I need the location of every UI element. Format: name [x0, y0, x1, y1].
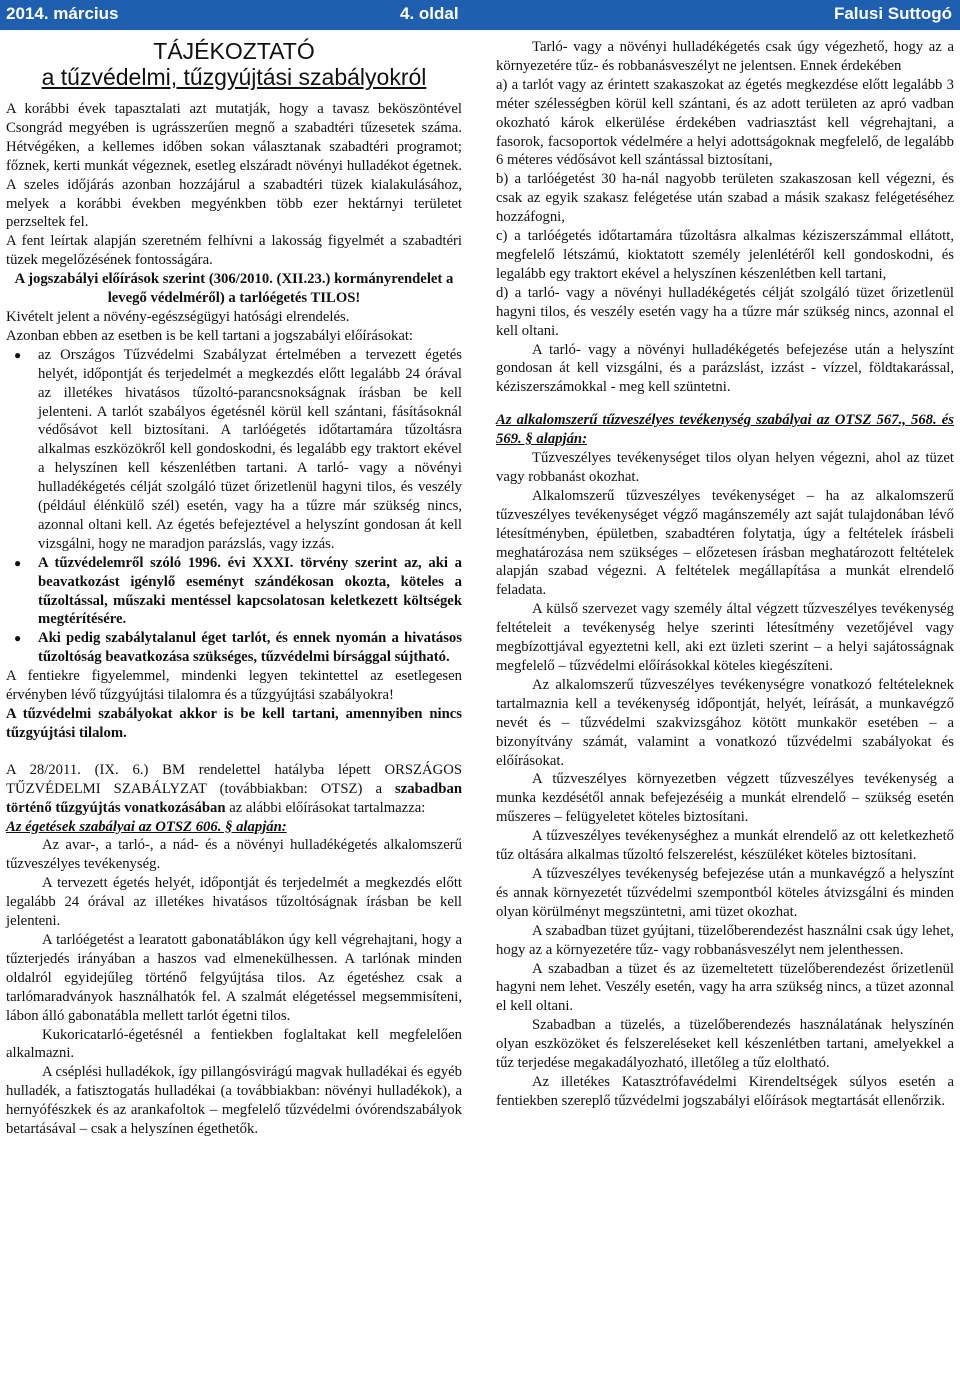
paragraph: Kukoricatarló-égetésnél a fentiekben foglaltakat kell megfelelően alkalmazni.	[6, 1026, 462, 1062]
article-body	[0, 38, 960, 1388]
list-item: ● Aki pedig szabálytalanul éget tarlót, és ennek nyomán a hivatásos tűzoltóság beavatkozása szükséges, tűzvédelmi bírsággal sújtható.	[38, 629, 462, 667]
paragraph: A külső szervezet vagy személy által végzett tűzveszélyes tevékenység feltételeit a tevékenység helye szerinti létesítmény vezetőjével vagy megbízottjával egyeztetni kell, aki ezt üzleti szerint – a helyi sajátosságnak megfelelő – tűzvédelmi előírásokkal köteles kiegészíteni.	[496, 601, 954, 674]
paragraph: Az avar-, a tarló-, a nád- és a növényi hulladékégetés alkalomszerű tűzveszélyes tevékenység.	[6, 837, 462, 873]
list-item: ● az Országos Tűzvédelmi Szabályzat értelmében a tervezett égetés helyét, időpontját és terjedelmét a megkezdés előtt legalább 24 órával az illetékes hivatásos tűzoltó-parancsnokságnak írásban be kell jelenteni. A tarlót szabályos égetésnél körül kell szántani, fásításoknál védősávot kell biztosítani. A tarlóégetés időtartamára tűzoltásra alkalmas eszközökről kell gondoskodni, és legalább egy traktort ekével a helyszínen kell készenlétben tartani. A tarló- vagy a növényi hulladékégetés célját szolgáló tüzet őrizetlenül hagyni tilos, és veszély (például élénkülő szél) esetén, vagy ha a tűzre már szükség nincs, azonnal oltani kell. Az égetés befejeztével a helyszínt gondosan át kell vizsgálni, hogy ne maradjon parázslás, vagy izzás.	[38, 346, 462, 554]
spacer	[6, 743, 462, 761]
paragraph: A szabadban tüzet gyújtani, tüzelőberendezést használni csak úgy lehet, hogy az a környezetére tűz- vagy robbanásveszélyt nem jelenthessen.	[496, 922, 954, 958]
section-heading: Az alkalomszerű tűzveszélyes tevékenység szabályai az OTSZ 567., 568. és 569. § alapján:	[496, 412, 954, 448]
newspaper-title: Falusi Suttogó	[833, 4, 952, 23]
paragraph: A tarlóégetést a learatott gabonatáblákon úgy kell végrehajtani, hogy a tűzterjedés irányában a haszos vad elmenekülhessen. A tarlónak minden oldalról egyidejűleg történő felgyújtása tilos. Az égetéshez csak a tarlómaradványok használhatók fel. A szalmát elégetéssel megsemmisíteni, lábon álló gabonatábla mellett tarlót égetni tilos.	[6, 931, 462, 1024]
rules-list	[6, 346, 462, 667]
section-heading: Az égetések szabályai az OTSZ 606. § alapján:	[6, 818, 287, 835]
spacer	[496, 397, 954, 411]
paragraph: A szabadban a tüzet és az üzemeltetett tüzelőberendezést őrizetlenül hagyni nem lehet. Veszély esetén, vagy ha arra szükség nincs, a tüzet azonnal el kell oltani.	[496, 960, 954, 1015]
law-heading: A jogszabályi előírások szerint (306/2010. (XII.23.) kormányrendelet a levegő védelméről) a tarlóégetés TILOS!	[14, 271, 454, 307]
paragraph: A tűzveszélyes tevékenység befejezése után a munkavégző a helyszínt és annak környezetét tűzvédelmi szempontból köteles átvizsgálni és minden olyan körülményt megszüntetni, ami tüzet okozhat.	[496, 865, 954, 920]
appeal-paragraph: A fent leírtak alapján szeretném felhívni a lakosság figyelmét a szabadtéri tüzek megelőzésének fontosságára.	[6, 233, 462, 269]
paragraph: Alkalomszerű tűzveszélyes tevékenységet – ha az alkalomszerű tűzveszélyes tevékenységet végző magánszemély azt saját tulajdonában lévő létesítményben, épületben, szabadtéren folytatja, úgy a feltételek írásbeli meghatározása nem szükséges – előzetesen írásban meghatározott feltételek alapján szabad végezni. A feltételek megállapítása a munkát elrendelő feladata.	[496, 487, 954, 599]
paragraph: Az alkalomszerű tűzveszélyes tevékenységre vonatkozó feltételeknek tartalmaznia kell a tevékenység időpontját, helyét, leírását, a munkavégző nevét és – tűzvédelmi szakvizsgához kötött munkakör esetében – a bizonyítvány számát, valamint a vonatkozó tűzvédelmi szabályokat és előírásokat.	[496, 676, 954, 769]
bold-rule: A tűzvédelmi szabályokat akkor is be kell tartani, amennyiben nincs tűzgyújtási tilalom.	[6, 706, 462, 741]
otsz-intro: A 28/2011. (IX. 6.) BM rendelettel hatályba lépett ORSZÁGOS TŰZVÉDELMI SZABÁLYZAT (továbbiakban: OTSZ) a szabadban történő tűzgyújtás vonatkozásában az alábbi előírásokat tartalmazza:	[6, 761, 462, 816]
rule-d: d) a tarló- vagy a növényi hulladékégetés célját szolgáló tüzet őrizetlenül hagyni tilos, és veszély esetén vagy ha a tűzre már szükség nincs, azonnal el kell oltani.	[496, 284, 954, 339]
paragraph: Szabadban a tüzelés, a tüzelőberendezés használatának helyszínén olyan eszközöket és felszereléseket kell készenlétben tartani, amelyekkel a tűz terjedése megakadályozható, illetőleg a tűz eloltható.	[496, 1017, 954, 1072]
rule-b: b) a tarlóégetést 30 ha-nál nagyobb területen szakaszosan kell végezni, és csak az egyik szakasz felégetése után szabad a másik szakasz felégetéséhez hozzáfogni,	[496, 171, 954, 226]
paragraph: Tűzveszélyes tevékenységet tilos olyan helyen végezni, ahol az tüzet vagy robbanást okozhat.	[496, 450, 954, 485]
page-number: 4. oldal	[400, 4, 459, 23]
intro-paragraph: A korábbi évek tapasztalati azt mutatják, hogy a tavasz beköszöntével Csongrád megyében is ugrásszerűen megnő a szabadtéri tűzesetek száma. Hétvégéken, a kellemes időben sokan választanak szabadtéri programot; főznek, kerti munkát végeznek, esetleg elszáradt növényi hulladékot égetnek. A szeles időjárás azonban hozzájárul a szabadtéri tüzek kialakulásához, melyek a korábbi években megyénkben több ezer hektárnyi területet perzseltek fel.	[6, 101, 462, 231]
paragraph: A tervezett égetés helyét, időpontját és terjedelmét a megkezdés előtt legalább 24 órával az illetékes hivatásos tűzoltóságnak írásban be kell jelenteni.	[6, 875, 462, 930]
article-title: TÁJÉKOZTATÓ	[153, 38, 315, 64]
page-header	[0, 0, 960, 30]
exception-paragraph: Kivételt jelent a növény-egészségügyi hatósági elrendelés.	[6, 308, 350, 325]
paragraph: A tűzveszélyes tevékenységhez a munkát elrendelő az ott keletkezhető tűz oltására alkalmas tűzoltó felszerelést, készüléket köteles biztosítani.	[496, 828, 954, 864]
right-column	[496, 38, 954, 1111]
paragraph: A tarló- vagy a növényi hulladékégetés befejezése után a helyszínt gondosan át kell vizsgálni, és a parázslást, izzást - vízzel, földtakarással, kéziszerszámokkal - meg kell szüntetni.	[496, 341, 954, 396]
issue-date: 2014. március	[6, 4, 119, 23]
paragraph: Tarló- vagy a növényi hulladékégetés csak úgy végezhető, hogy az a környezetére tűz- és robbanásveszélyt ne jelentsen. Ennek érdekében	[496, 39, 954, 74]
rule-c: c) a tarlóégetés időtartamára tűzoltásra alkalmas kéziszerszámmal ellátott, megfelelő létszámú, kioktatott személy jelenlétéről kell gondoskodni, és legalább egy traktort ekével a helyszínen készenlétben kell tartani,	[496, 228, 954, 282]
however-paragraph: Azonban ebben az esetben is be kell tartani a jogszabályi előírásokat:	[6, 327, 414, 344]
paragraph: A tűzveszélyes környezetben végzett tűzveszélyes tevékenység a munka kezdésétől annak befejezéséig a munkát elrendelő – szükség esetén műszeres – felügyeletet köteles biztosítani.	[496, 771, 954, 826]
list-item: ● A tűzvédelemről szóló 1996. évi XXXI. törvény szerint az, aki a beavatkozást igénylő eseményt szándékosan okozta, köteles a tűzoltással, műszaki mentéssel kapcsolatosan keletkezett költségek megtérítésére.	[38, 554, 462, 630]
paragraph: A cséplési hulladékok, így pillangósvirágú magvak hulladékai és egyéb hulladék, a fatisztogatás hulladékai (a továbbiakban: növényi hulladékok), a hernyófészkek és az arankafoltok – megfelelő tűzvédelmi óvórendszabályok betartásával – csak a helyszínen égethetők.	[6, 1064, 462, 1138]
left-column	[6, 38, 462, 1139]
article-subtitle: a tűzvédelmi, tűzgyújtási szabályokról	[41, 64, 427, 90]
validity-paragraph: A fentiekre figyelemmel, mindenki legyen tekintettel az esetlegesen érvényben lévő tűzgyújtási tilalomra és a tűzgyújtási szabályokra!	[6, 668, 462, 704]
rule-a: a) a tarlót vagy az érintett szakaszokat az égetés megkezdése előtt legalább 3 méter szélességben körül kell szántani, és az adott területen az apró vadban okozható károk elkerülése érdekében vadriasztást kell végrehajtani, a fasorok, facsoportok védelmére a helyi adottságoknak megfelelő, de legalább 6 méteres védősávot kell szántással biztosítani,	[496, 76, 954, 169]
paragraph: Az illetékes Katasztrófavédelmi Kirendeltségek súlyos esetén a fentiekben szereplő tűzvédelmi jogszabályi előírások megtartását ellenőrzik.	[496, 1073, 954, 1109]
